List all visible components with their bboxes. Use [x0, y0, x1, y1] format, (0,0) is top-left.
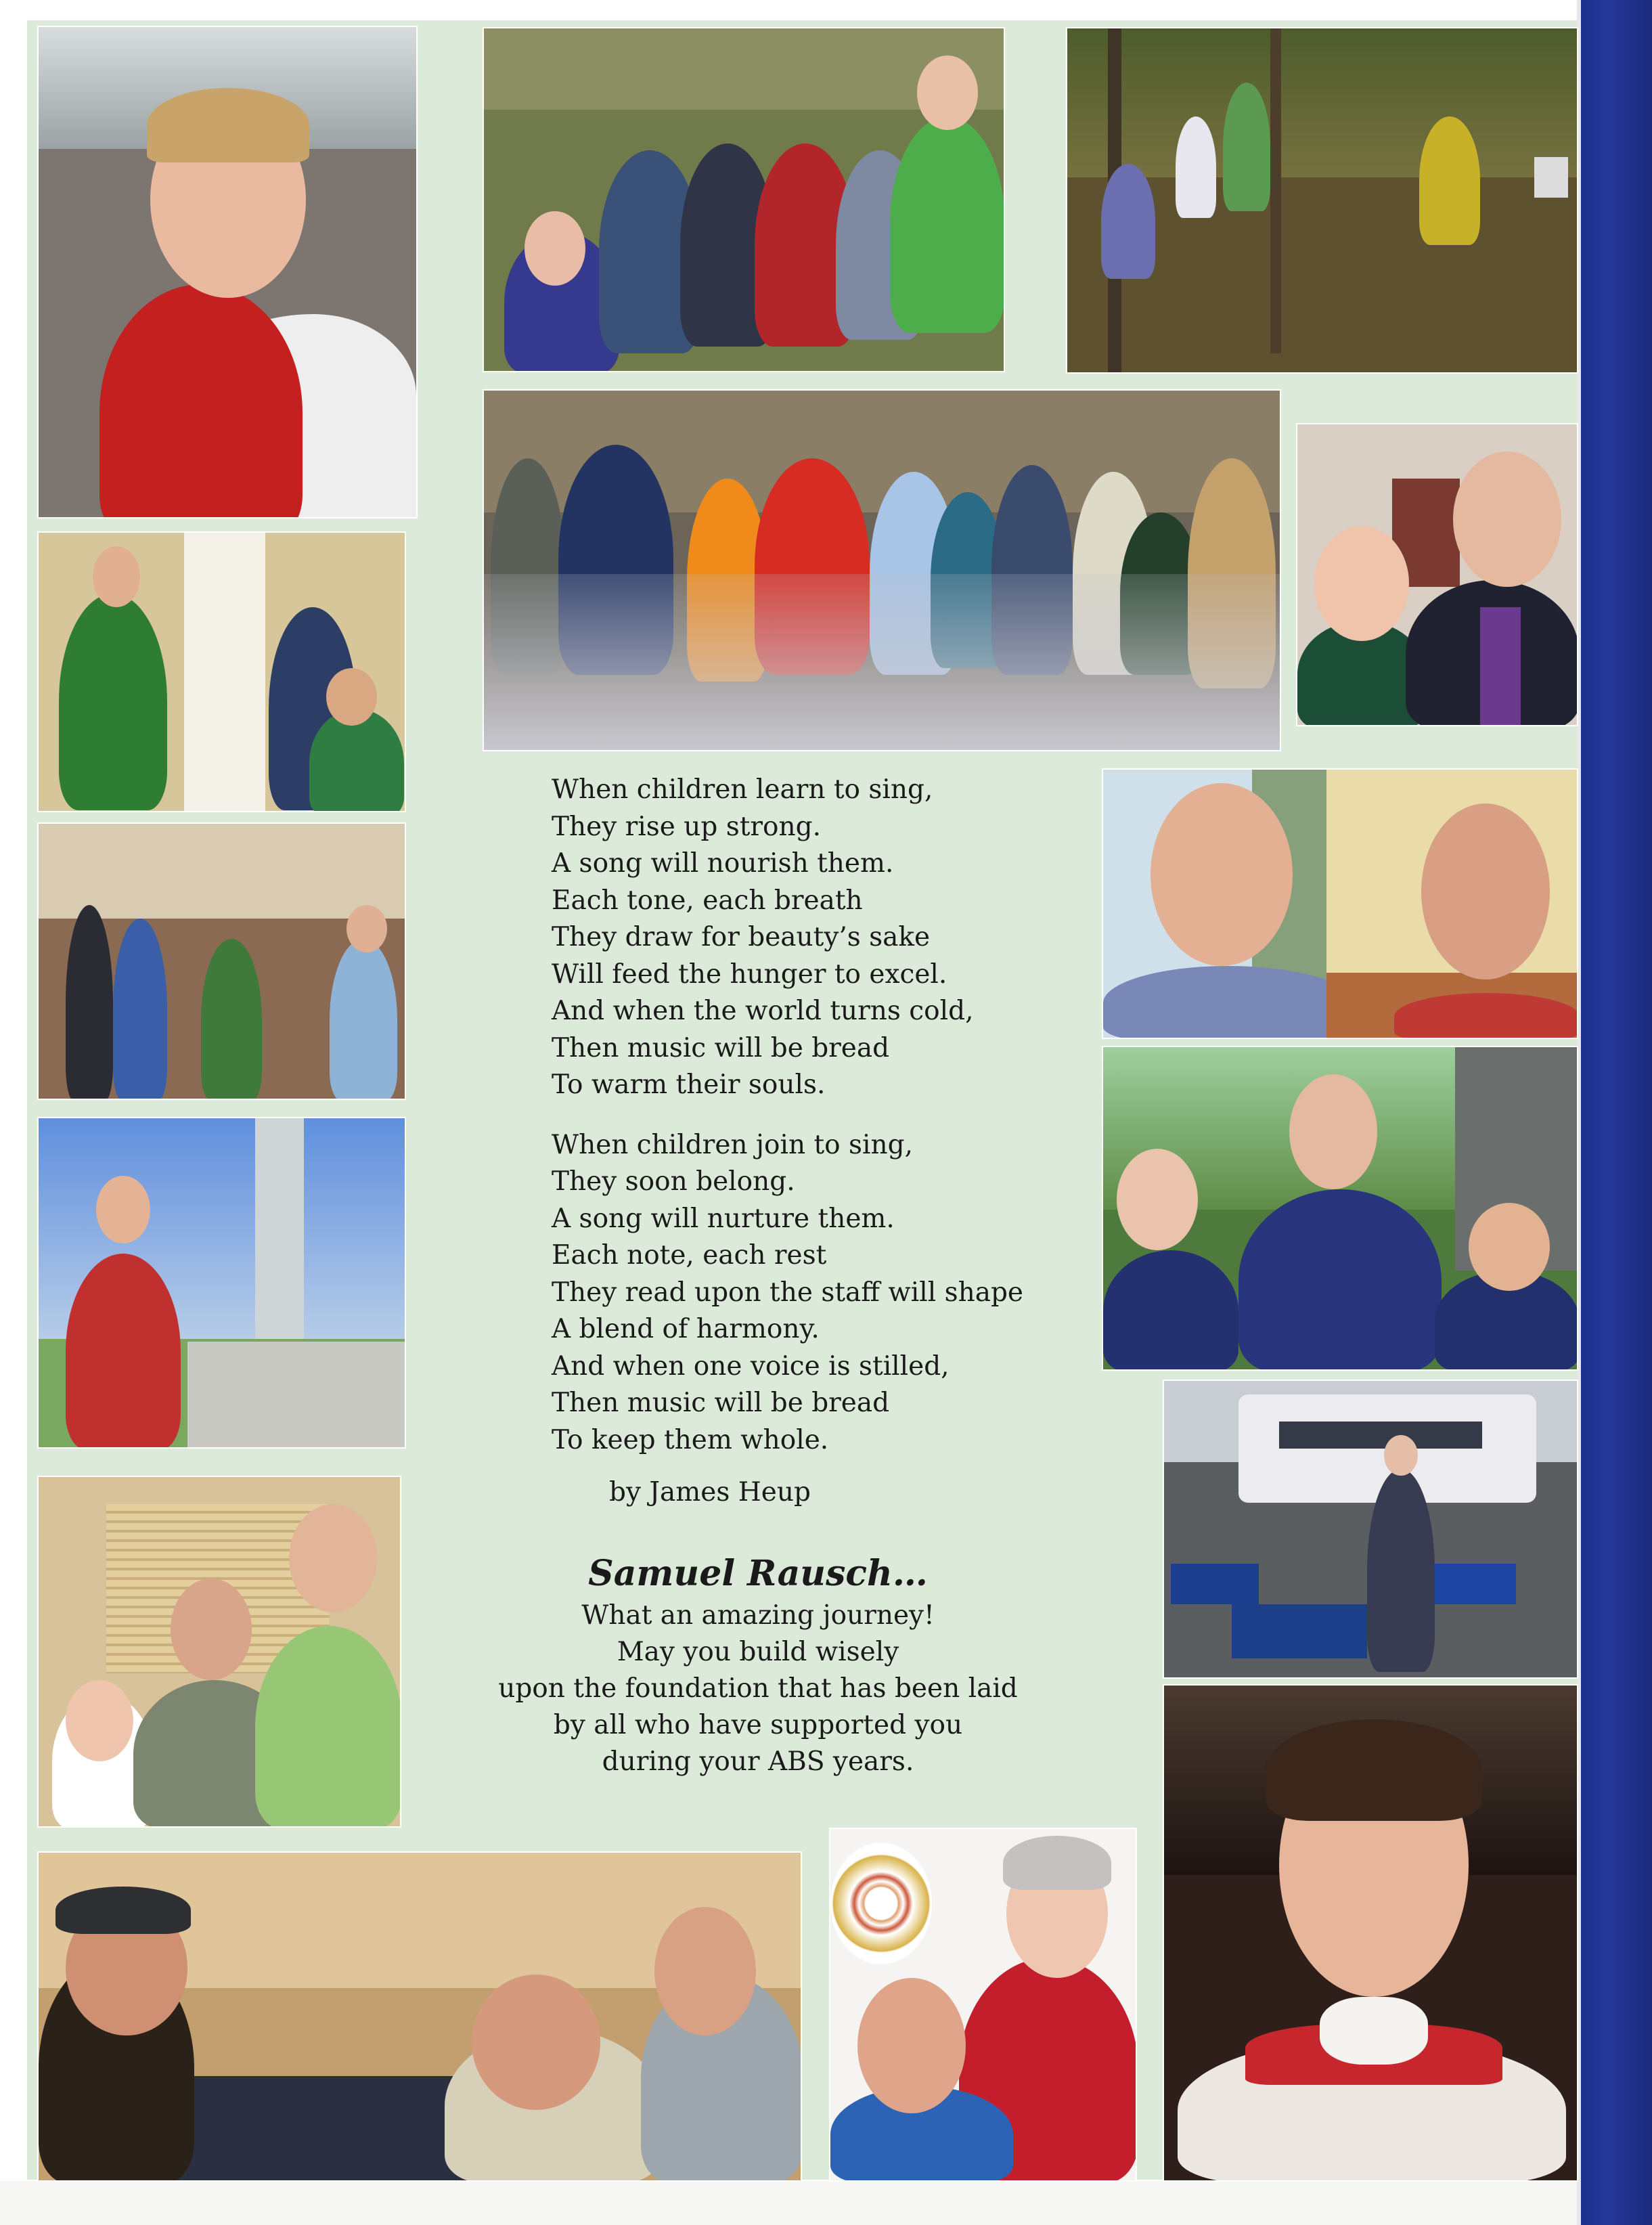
photo-three-boys-uniforms [1102, 1046, 1578, 1371]
photo-chorister-portrait [1163, 1684, 1578, 2182]
photo-boys-singing-room [37, 822, 406, 1100]
tribute-message [474, 1550, 1042, 1780]
tribute-line: What an amazing journey! [581, 1600, 935, 1631]
tribute-line: by all who have supported you [553, 1710, 963, 1740]
poem-line: They soon belong. [552, 1166, 795, 1197]
poem-line: When children join to sing, [552, 1129, 913, 1160]
photo-children-group-grass [483, 27, 1005, 372]
poem-line: Will feed the hunger to excel. [552, 959, 947, 990]
poem-line: Each note, each rest [552, 1240, 827, 1271]
poem-line: Then music will be bread [552, 1388, 890, 1418]
photo-bus-and-coolers [1163, 1380, 1578, 1679]
poem-line: And when the world turns cold, [552, 996, 974, 1026]
poem-line: Each tone, each breath [552, 885, 863, 916]
photo-kids-in-woods [1066, 27, 1578, 374]
poem-byline: by James Heup [609, 1477, 811, 1507]
poem-stanza-2 [552, 1127, 1066, 1459]
poem-line: They draw for beauty’s sake [552, 922, 931, 952]
book-spine-edge [1577, 0, 1652, 2225]
poem-line: To warm their souls. [552, 1070, 826, 1100]
tribute-name: Samuel Rausch… [588, 1553, 928, 1594]
photo-family-three [37, 1476, 401, 1828]
tribute-line: May you build wisely [617, 1637, 899, 1667]
poem-line: They rise up strong. [552, 811, 822, 842]
photo-two-teachers [1102, 768, 1578, 1039]
poem-line: A blend of harmony. [552, 1314, 820, 1344]
photo-elderly-couple [829, 1828, 1137, 2182]
photo-boy-on-rocks [37, 26, 418, 519]
poem [552, 772, 1066, 1459]
poem-line: To keep them whole. [552, 1424, 829, 1455]
tribute-line: during your ABS years. [602, 1746, 914, 1777]
photo-auditorium-conversation [37, 1851, 802, 2182]
bottom-margin [0, 2181, 1577, 2225]
photo-group-with-smoke [483, 389, 1281, 751]
tribute-line: upon the foundation that has been laid [498, 1673, 1018, 1704]
poem-line: They read upon the staff will shape [552, 1277, 1023, 1308]
poem-line: When children learn to sing, [552, 774, 933, 805]
photo-boy-and-man-portrait [1296, 423, 1578, 726]
poem-stanza-1 [552, 772, 1066, 1104]
poem-line: Then music will be bread [552, 1032, 890, 1063]
poem-line: A song will nurture them. [552, 1203, 895, 1234]
poem-line: And when one voice is stilled, [552, 1350, 950, 1382]
photo-washington-monument [37, 1117, 406, 1449]
photo-kids-at-table [37, 531, 406, 812]
poem-line: A song will nourish them. [552, 848, 894, 879]
